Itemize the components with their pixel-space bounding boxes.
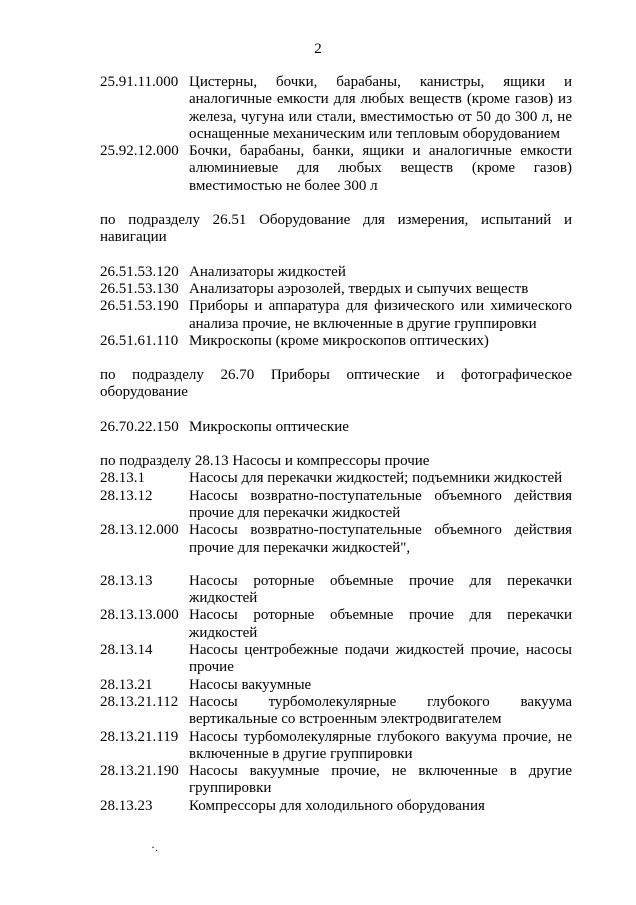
list-item (100, 607, 572, 642)
list-item (100, 763, 572, 798)
okpd-code: 28.13.13.000 (100, 607, 179, 624)
list-item (100, 573, 572, 608)
okpd-code: 26.51.53.120 (100, 263, 179, 280)
okpd-description: Бочки, барабаны, банки, ящики и аналогичные емкости алюминиевые для любых веществ (кроме газов) вместимостью не более 300 л (189, 143, 572, 194)
okpd-code: 26.51.53.190 (100, 298, 179, 315)
okpd-code: 28.13.12 (100, 487, 153, 504)
okpd-description: Компрессоры для холодильного оборудования (189, 797, 485, 814)
list-item (100, 642, 572, 677)
list-item (100, 488, 572, 523)
list-item (100, 298, 572, 333)
okpd-description: Микроскопы (кроме микроскопов оптических) (189, 332, 489, 349)
okpd-description: Насосы турбомолекулярные глубокого вакуума прочие, не включенные в другие группировки (189, 728, 572, 762)
list-item (100, 522, 572, 557)
okpd-code: 28.13.21.112 (100, 693, 179, 710)
okpd-description: Приборы и аппаратура для физического или химического анализа прочие, не включенные в другие группировки (189, 298, 572, 332)
okpd-code: 28.13.1 (100, 470, 145, 487)
list-item (100, 281, 572, 298)
okpd-code: 25.92.12.000 (100, 143, 179, 160)
subsection-heading: по подразделу 26.51 Оборудование для измерения, испытаний и навигации (100, 212, 572, 246)
list-item (100, 798, 572, 815)
okpd-description: Насосы центробежные подачи жидкостей прочие, насосы прочие (189, 642, 572, 676)
okpd-description: Насосы возвратно-поступательные объемного действия прочие для перекачки жидкостей", (189, 522, 572, 556)
okpd-description: Насосы турбомолекулярные глубокого вакуума вертикальные со встроенным электродвигателем (189, 693, 572, 728)
page-number: 2 (314, 41, 322, 57)
okpd-description: Насосы вакуумные (189, 676, 312, 693)
list-item (100, 419, 572, 436)
subsection-heading: по подразделу 28.13 Насосы и компрессоры прочие (100, 453, 430, 470)
list-item (100, 264, 572, 281)
okpd-code: 28.13.14 (100, 642, 153, 659)
okpd-code: 28.13.21.119 (100, 728, 179, 745)
list-item (100, 694, 572, 729)
okpd-code: 26.70.22.150 (100, 418, 179, 435)
okpd-code: 28.13.21.190 (100, 763, 179, 780)
okpd-description: Цистерны, бочки, барабаны, канистры, ящики и аналогичные емкости для любых веществ (кроме газов) из железа, чугуна или стали, вместимостью от 50 до 300 л, не оснащенные механическим или тепловым оборудованием (189, 74, 572, 142)
okpd-description: Насосы роторные объемные прочие для перекачки жидкостей (189, 572, 572, 607)
document-body (100, 74, 572, 815)
okpd-description: Микроскопы оптические (189, 418, 349, 435)
list-item (100, 143, 572, 195)
okpd-code: 26.51.61.110 (100, 332, 179, 349)
okpd-description: Насосы роторные объемные прочие для перекачки жидкостей (189, 607, 572, 641)
okpd-description: Насосы вакуумные прочие, не включенные в другие группировки (189, 763, 572, 797)
okpd-code: 26.51.53.130 (100, 280, 179, 297)
list-item (100, 333, 572, 350)
list-item (100, 74, 572, 143)
okpd-code: 28.13.13 (100, 572, 153, 589)
okpd-code: 25.91.11.000 (100, 74, 179, 90)
list-item (100, 470, 572, 487)
subsection-heading: по подразделу 26.70 Приборы оптические и фотографическое оборудование (100, 367, 572, 401)
okpd-description: Насосы возвратно-поступательные объемного действия прочие для перекачки жидкостей (189, 487, 572, 521)
okpd-description: Анализаторы аэрозолей, твердых и сыпучих веществ (189, 280, 529, 297)
okpd-code: 28.13.23 (100, 797, 153, 814)
okpd-code: 28.13.21 (100, 676, 153, 693)
okpd-code: 28.13.12.000 (100, 522, 179, 539)
okpd-description: Насосы для перекачки жидкостей; подъемники жидкостей (189, 470, 563, 487)
stray-mark: ·. (151, 840, 158, 854)
list-item (100, 677, 572, 694)
okpd-description: Анализаторы жидкостей (189, 263, 346, 280)
list-item (100, 729, 572, 764)
